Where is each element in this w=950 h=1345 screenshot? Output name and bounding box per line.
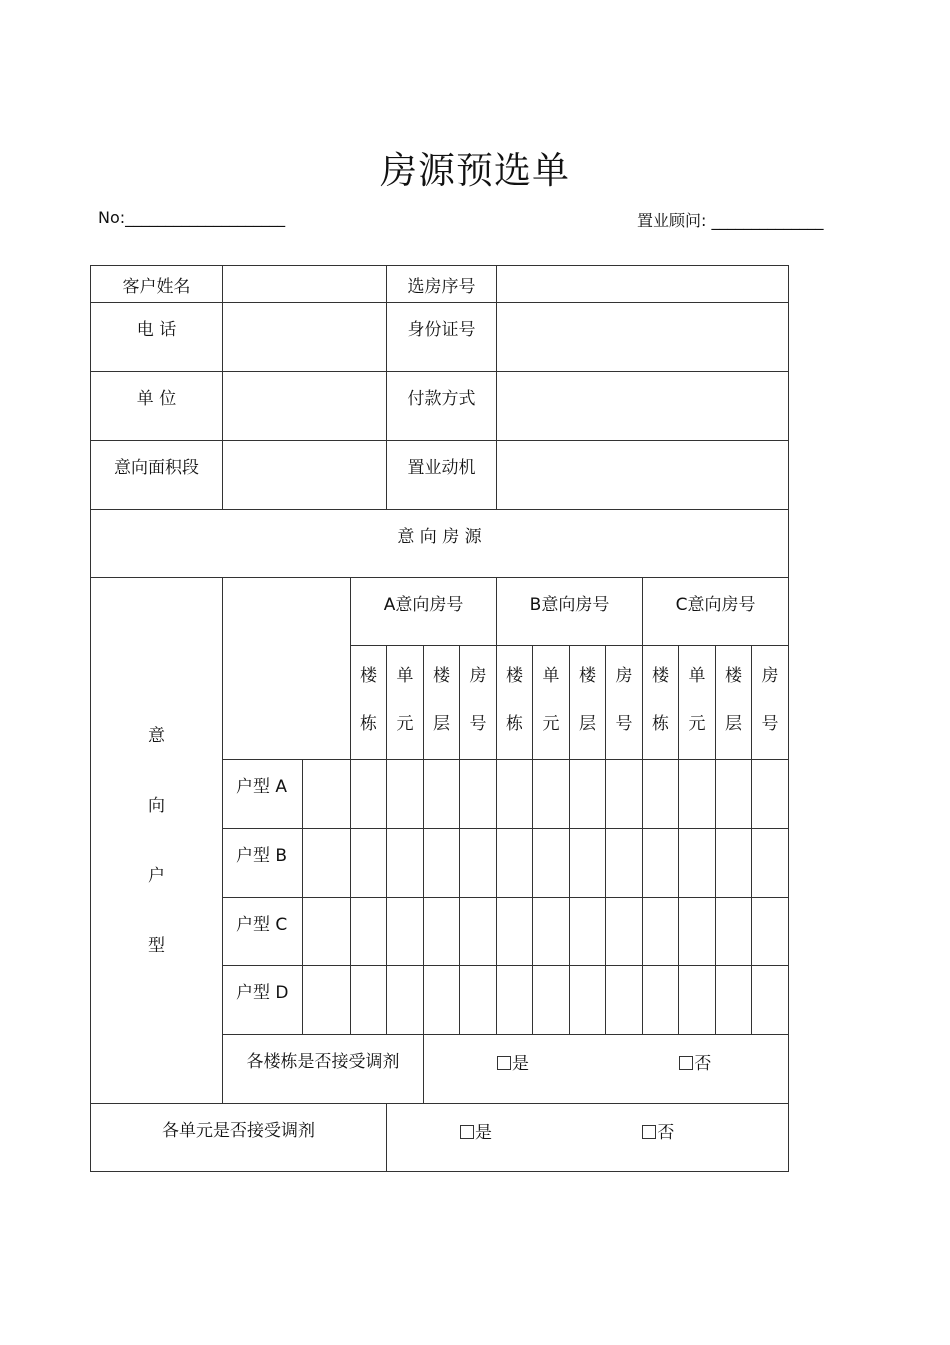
checkbox-yes[interactable]: [497, 1056, 511, 1070]
page-title: 房源预选单: [380, 149, 570, 192]
grid-cell[interactable]: [424, 898, 460, 966]
grid-cell[interactable]: [570, 829, 606, 898]
sub-header-char: 楼: [506, 666, 524, 686]
grid-cell[interactable]: [643, 760, 679, 829]
layout-char: 意: [148, 725, 165, 746]
blank-header-cell: [223, 578, 351, 760]
employer-label: 单 位: [91, 372, 223, 441]
sub-header-char: 栋: [652, 714, 670, 734]
sub-header-char: 单: [396, 666, 414, 686]
sub-header-char: 栋: [360, 714, 377, 734]
question-building-adjust: 各楼栋是否接受调剂: [223, 1035, 424, 1104]
motive-label: 置业动机: [387, 441, 497, 510]
area-range-label: 意向面积段: [91, 441, 223, 510]
sub-header-char: 层: [725, 714, 743, 734]
sub-header-char: 栋: [506, 714, 524, 734]
grid-cell[interactable]: [424, 760, 460, 829]
checkbox-no[interactable]: [642, 1125, 656, 1139]
grid-cell[interactable]: [679, 898, 716, 966]
option-yes-label: 是: [512, 1054, 530, 1074]
question-unit-options: [387, 1104, 789, 1172]
customer-name-label: 客户姓名: [91, 266, 223, 303]
grid-cell[interactable]: [570, 898, 606, 966]
type-input[interactable]: [303, 829, 351, 898]
phone-label: 电 话: [91, 303, 223, 372]
sub-header-char: 元: [688, 714, 706, 734]
grid-cell[interactable]: [460, 966, 497, 1035]
grid-cell[interactable]: [387, 760, 424, 829]
grid-cell[interactable]: [679, 966, 716, 1035]
sub-header-unit: [387, 646, 424, 760]
sub-header-char: 元: [396, 714, 414, 734]
sub-header-building: [643, 646, 679, 760]
grid-cell[interactable]: [716, 760, 752, 829]
grid-cell[interactable]: [351, 898, 387, 966]
sub-header-char: 房: [469, 666, 487, 686]
type-label: 户型 D: [223, 966, 303, 1035]
sub-header-char: 楼: [360, 666, 377, 686]
grid-cell[interactable]: [643, 829, 679, 898]
grid-cell[interactable]: [351, 760, 387, 829]
option-yes[interactable]: [497, 1049, 529, 1074]
selection-no-input[interactable]: [497, 266, 789, 303]
payment-label: 付款方式: [387, 372, 497, 441]
sub-header-char: 单: [542, 666, 560, 686]
layout-char: 向: [148, 795, 165, 816]
sub-header-room: [606, 646, 643, 760]
sub-header-char: 楼: [433, 666, 451, 686]
sub-header-char: 楼: [652, 666, 670, 686]
grid-cell[interactable]: [460, 829, 497, 898]
grid-cell[interactable]: [497, 966, 533, 1035]
grid-cell[interactable]: [679, 829, 716, 898]
sub-header-char: 层: [433, 714, 451, 734]
type-label: 户型 C: [223, 898, 303, 966]
grid-cell[interactable]: [387, 829, 424, 898]
advisor-field[interactable]: [637, 208, 824, 231]
checkbox-yes[interactable]: [460, 1125, 474, 1139]
grid-cell[interactable]: [533, 966, 570, 1035]
grid-cell[interactable]: [679, 760, 716, 829]
preselection-form-table: [90, 265, 789, 1172]
type-label: 户型 A: [223, 760, 303, 829]
grid-cell[interactable]: [387, 898, 424, 966]
grid-cell[interactable]: [716, 898, 752, 966]
section-title: 意 向 房 源: [91, 510, 789, 578]
option-no-label: 否: [694, 1054, 712, 1074]
type-input[interactable]: [303, 966, 351, 1035]
customer-name-input[interactable]: [223, 266, 387, 303]
sub-header-char: 单: [688, 666, 706, 686]
grid-cell[interactable]: [351, 829, 387, 898]
question-unit-adjust: 各单元是否接受调剂: [91, 1104, 387, 1172]
grid-cell[interactable]: [643, 898, 679, 966]
grid-cell[interactable]: [752, 760, 789, 829]
group-a-header: A意向房号: [351, 578, 497, 646]
question-building-options: [424, 1035, 789, 1104]
grid-cell[interactable]: [497, 760, 533, 829]
payment-input[interactable]: [497, 372, 789, 441]
checkbox-no[interactable]: [679, 1056, 693, 1070]
option-yes[interactable]: [460, 1118, 492, 1143]
sub-header-room: [460, 646, 497, 760]
grid-cell[interactable]: [752, 829, 789, 898]
sub-header-char: 号: [469, 714, 487, 734]
sub-header-unit: [679, 646, 716, 760]
sub-header-char: 房: [761, 666, 779, 686]
selection-no-label: 选房序号: [387, 266, 497, 303]
sub-header-char: 号: [761, 714, 779, 734]
grid-cell[interactable]: [497, 829, 533, 898]
layout-label: [91, 578, 223, 1104]
employer-input[interactable]: [223, 372, 387, 441]
number-label: No:: [98, 208, 126, 227]
sub-header-char: 元: [542, 714, 560, 734]
sub-header-char: 房: [615, 666, 633, 686]
group-b-header: B意向房号: [497, 578, 643, 646]
sub-header-building: [497, 646, 533, 760]
grid-cell[interactable]: [606, 898, 643, 966]
grid-cell[interactable]: [570, 966, 606, 1035]
grid-cell[interactable]: [497, 898, 533, 966]
id-no-label: 身份证号: [387, 303, 497, 372]
grid-cell[interactable]: [460, 898, 497, 966]
motive-input[interactable]: [497, 441, 789, 510]
option-no[interactable]: [679, 1049, 711, 1074]
type-label: 户型 B: [223, 829, 303, 898]
number-blank: ____________________: [125, 208, 286, 227]
advisor-blank: ______________: [711, 211, 824, 230]
sub-header-floor: [570, 646, 606, 760]
sub-header-floor: [424, 646, 460, 760]
sub-header-building: [351, 646, 387, 760]
sub-header-unit: [533, 646, 570, 760]
grid-cell[interactable]: [424, 966, 460, 1035]
grid-cell[interactable]: [460, 760, 497, 829]
grid-cell[interactable]: [606, 966, 643, 1035]
layout-char: 户: [148, 865, 165, 886]
grid-cell[interactable]: [570, 760, 606, 829]
layout-char: 型: [148, 935, 165, 956]
option-no-label: 否: [657, 1123, 675, 1143]
option-yes-label: 是: [475, 1123, 493, 1143]
type-input[interactable]: [303, 898, 351, 966]
grid-cell[interactable]: [387, 966, 424, 1035]
grid-cell[interactable]: [533, 760, 570, 829]
sub-header-char: 层: [579, 714, 597, 734]
grid-cell[interactable]: [533, 829, 570, 898]
sub-header-floor: [716, 646, 752, 760]
type-input[interactable]: [303, 760, 351, 829]
grid-cell[interactable]: [351, 966, 387, 1035]
number-field[interactable]: [98, 208, 285, 227]
grid-cell[interactable]: [606, 829, 643, 898]
sub-header-room: [752, 646, 789, 760]
grid-cell[interactable]: [606, 760, 643, 829]
advisor-label: 置业顾问:: [637, 211, 707, 230]
sub-header-char: 楼: [725, 666, 743, 686]
option-no[interactable]: [642, 1118, 674, 1143]
id-no-input[interactable]: [497, 303, 789, 372]
phone-input[interactable]: [223, 303, 387, 372]
grid-cell[interactable]: [752, 898, 789, 966]
sub-header-char: 楼: [579, 666, 597, 686]
grid-cell[interactable]: [752, 966, 789, 1035]
grid-cell[interactable]: [643, 966, 679, 1035]
area-range-input[interactable]: [223, 441, 387, 510]
sub-header-char: 号: [615, 714, 633, 734]
grid-cell[interactable]: [533, 898, 570, 966]
grid-cell[interactable]: [716, 829, 752, 898]
group-c-header: C意向房号: [643, 578, 789, 646]
grid-cell[interactable]: [716, 966, 752, 1035]
grid-cell[interactable]: [424, 829, 460, 898]
